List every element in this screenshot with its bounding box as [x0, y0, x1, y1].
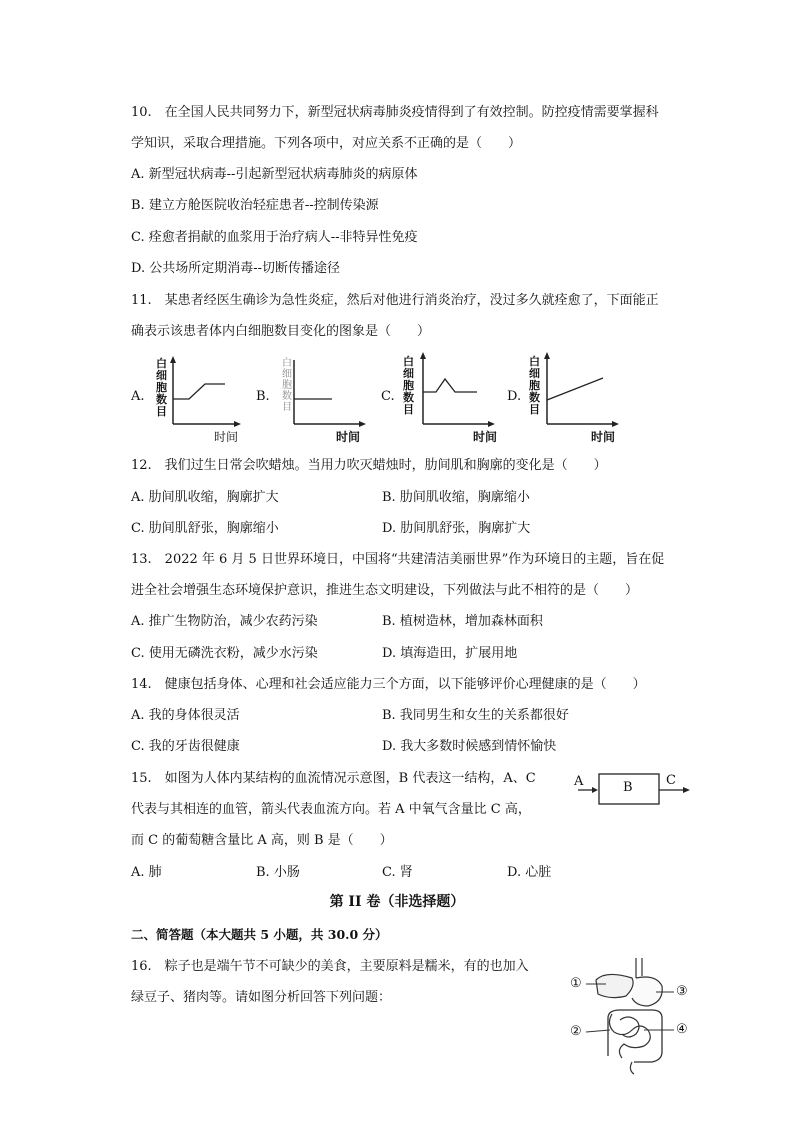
y-axis-label: 白 细 胞 数 目	[156, 357, 167, 418]
x-axis-label: 时间	[214, 430, 239, 444]
q15-option-d: D. 心脏	[507, 865, 552, 880]
q15-option-b: B. 小肠	[256, 865, 300, 880]
q12-option-c: C. 肋间肌舒张，胸廓缩小	[131, 521, 279, 536]
graph-letter: D.	[507, 389, 522, 404]
label-2: ②	[570, 1024, 582, 1039]
q12-option-a: A. 肋间肌收缩，胸廓扩大	[131, 490, 279, 505]
x-axis-label: 时间	[591, 430, 616, 444]
q13-option-d: D. 填海造田，扩展用地	[382, 646, 518, 661]
q13-option-c: C. 使用无磷洗衣粉，减少水污染	[131, 646, 318, 661]
blood-flow-arrows	[570, 770, 700, 810]
q16-stem-line2: 绿豆子、猪肉等。请如图分析回答下列问题：	[131, 990, 392, 1005]
q11-graph-a	[131, 352, 251, 447]
q14-stem: 14. 健康包括身体、心理和社会适应能力三个方面，以下能够评价心理健康的是（ ）	[131, 677, 646, 692]
q13-option-a: A. 推广生物防治，减少农药污染	[131, 614, 318, 629]
q13-stem-line2: 进全社会增强生态环境保护意识，推进生态文明建设，下列做法与此不相符的是（ ）	[131, 583, 639, 598]
y-axis-label: 白 细 胞 数 目	[403, 355, 414, 416]
graph-letter: A.	[131, 389, 145, 404]
q14-option-d: D. 我大多数时候感到情怀愉快	[382, 739, 557, 754]
q15-stem-line1: 15. 如图为人体内某结构的血流情况示意图，B 代表这一结构，A、C	[131, 771, 536, 786]
y-axis-label: 白 细 胞 数 目	[529, 355, 540, 416]
x-axis-label: 时间	[473, 430, 498, 444]
label-4: ④	[676, 1022, 688, 1037]
graph-letter: B.	[256, 389, 270, 404]
q11-graph-d	[507, 352, 627, 447]
q10-option-b: B. 建立方舱医院收治轻症患者--控制传染源	[131, 198, 379, 213]
digestive-system-figure	[570, 952, 692, 1077]
q11-stem-line2: 确表示该患者体内白细胞数目变化的图象是（ ）	[131, 324, 431, 339]
vessel-c-label: C	[666, 773, 676, 788]
q14-option-b: B. 我同男生和女生的关系都很好	[382, 708, 569, 723]
q16-stem-line1: 16. 粽子也是端午节不可缺少的美食，主要原料是糯米，有的也加入	[131, 959, 529, 974]
q10-option-d: D. 公共场所定期消毒--切断传播途径	[131, 261, 341, 276]
q10-option-a: A. 新型冠状病毒--引起新型冠状病毒肺炎的病原体	[131, 167, 418, 182]
part2-title: 第 II 卷（非选择题）	[329, 894, 465, 910]
q10-stem-line2: 学知识，采取合理措施。下列各项中，对应关系不正确的是（ ）	[131, 136, 522, 151]
q15-option-c: C. 肾	[382, 865, 413, 880]
q13-option-b: B. 植树造林，增加森林面积	[382, 614, 543, 629]
q15-option-a: A. 肺	[131, 865, 162, 880]
q13-stem-line1: 13. 2022 年 6 月 5 日世界环境日，中国将“共建清洁美丽世界”作为环境日的主题，旨在促	[131, 552, 665, 567]
label-1: ①	[570, 976, 582, 991]
graph-letter: C.	[381, 389, 395, 404]
q11-graph-c	[381, 352, 501, 447]
digestive-organs-drawing	[570, 952, 692, 1077]
q10-stem-line1: 10. 在全国人民共同努力下，新型冠状病毒肺炎疫情得到了有效控制。防控疫情需要掌握科	[131, 105, 659, 120]
x-axis-label: 时间	[336, 430, 361, 444]
q15-stem-line3: 而 C 的葡萄糖含量比 A 高，则 B 是（ ）	[131, 833, 393, 848]
blood-flow-diagram	[570, 770, 700, 810]
q14-option-a: A. 我的身体很灵活	[131, 708, 240, 723]
q12-stem: 12. 我们过生日常会吹蜡烛。当用力吹灭蜡烛时，肋间肌和胸廓的变化是（ ）	[131, 458, 607, 473]
q14-option-c: C. 我的牙齿很健康	[131, 739, 240, 754]
q12-option-d: D. 肋间肌舒张，胸廓扩大	[382, 521, 531, 536]
structure-b-label: B	[623, 780, 633, 795]
q10-option-c: C. 痊愈者捐献的血浆用于治疗病人--非特异性免疫	[131, 230, 418, 245]
q11-stem-line1: 11. 某患者经医生确诊为急性炎症，然后对他进行消炎治疗，没过多久就痊愈了，下面能正	[131, 293, 659, 308]
q12-option-b: B. 肋间肌收缩，胸廓缩小	[382, 490, 530, 505]
vessel-a-label: A	[574, 774, 584, 789]
q15-stem-line2: 代表与其相连的血管，箭头代表血流方向。若 A 中氧气含量比 C 高，	[131, 802, 531, 817]
label-3: ③	[676, 984, 688, 999]
section2-heading: 二、简答题（本大题共 5 小题，共 30.0 分）	[131, 927, 388, 942]
q11-graph-b	[256, 352, 376, 447]
y-axis-label: 白 细 胞 数 目	[282, 358, 292, 413]
